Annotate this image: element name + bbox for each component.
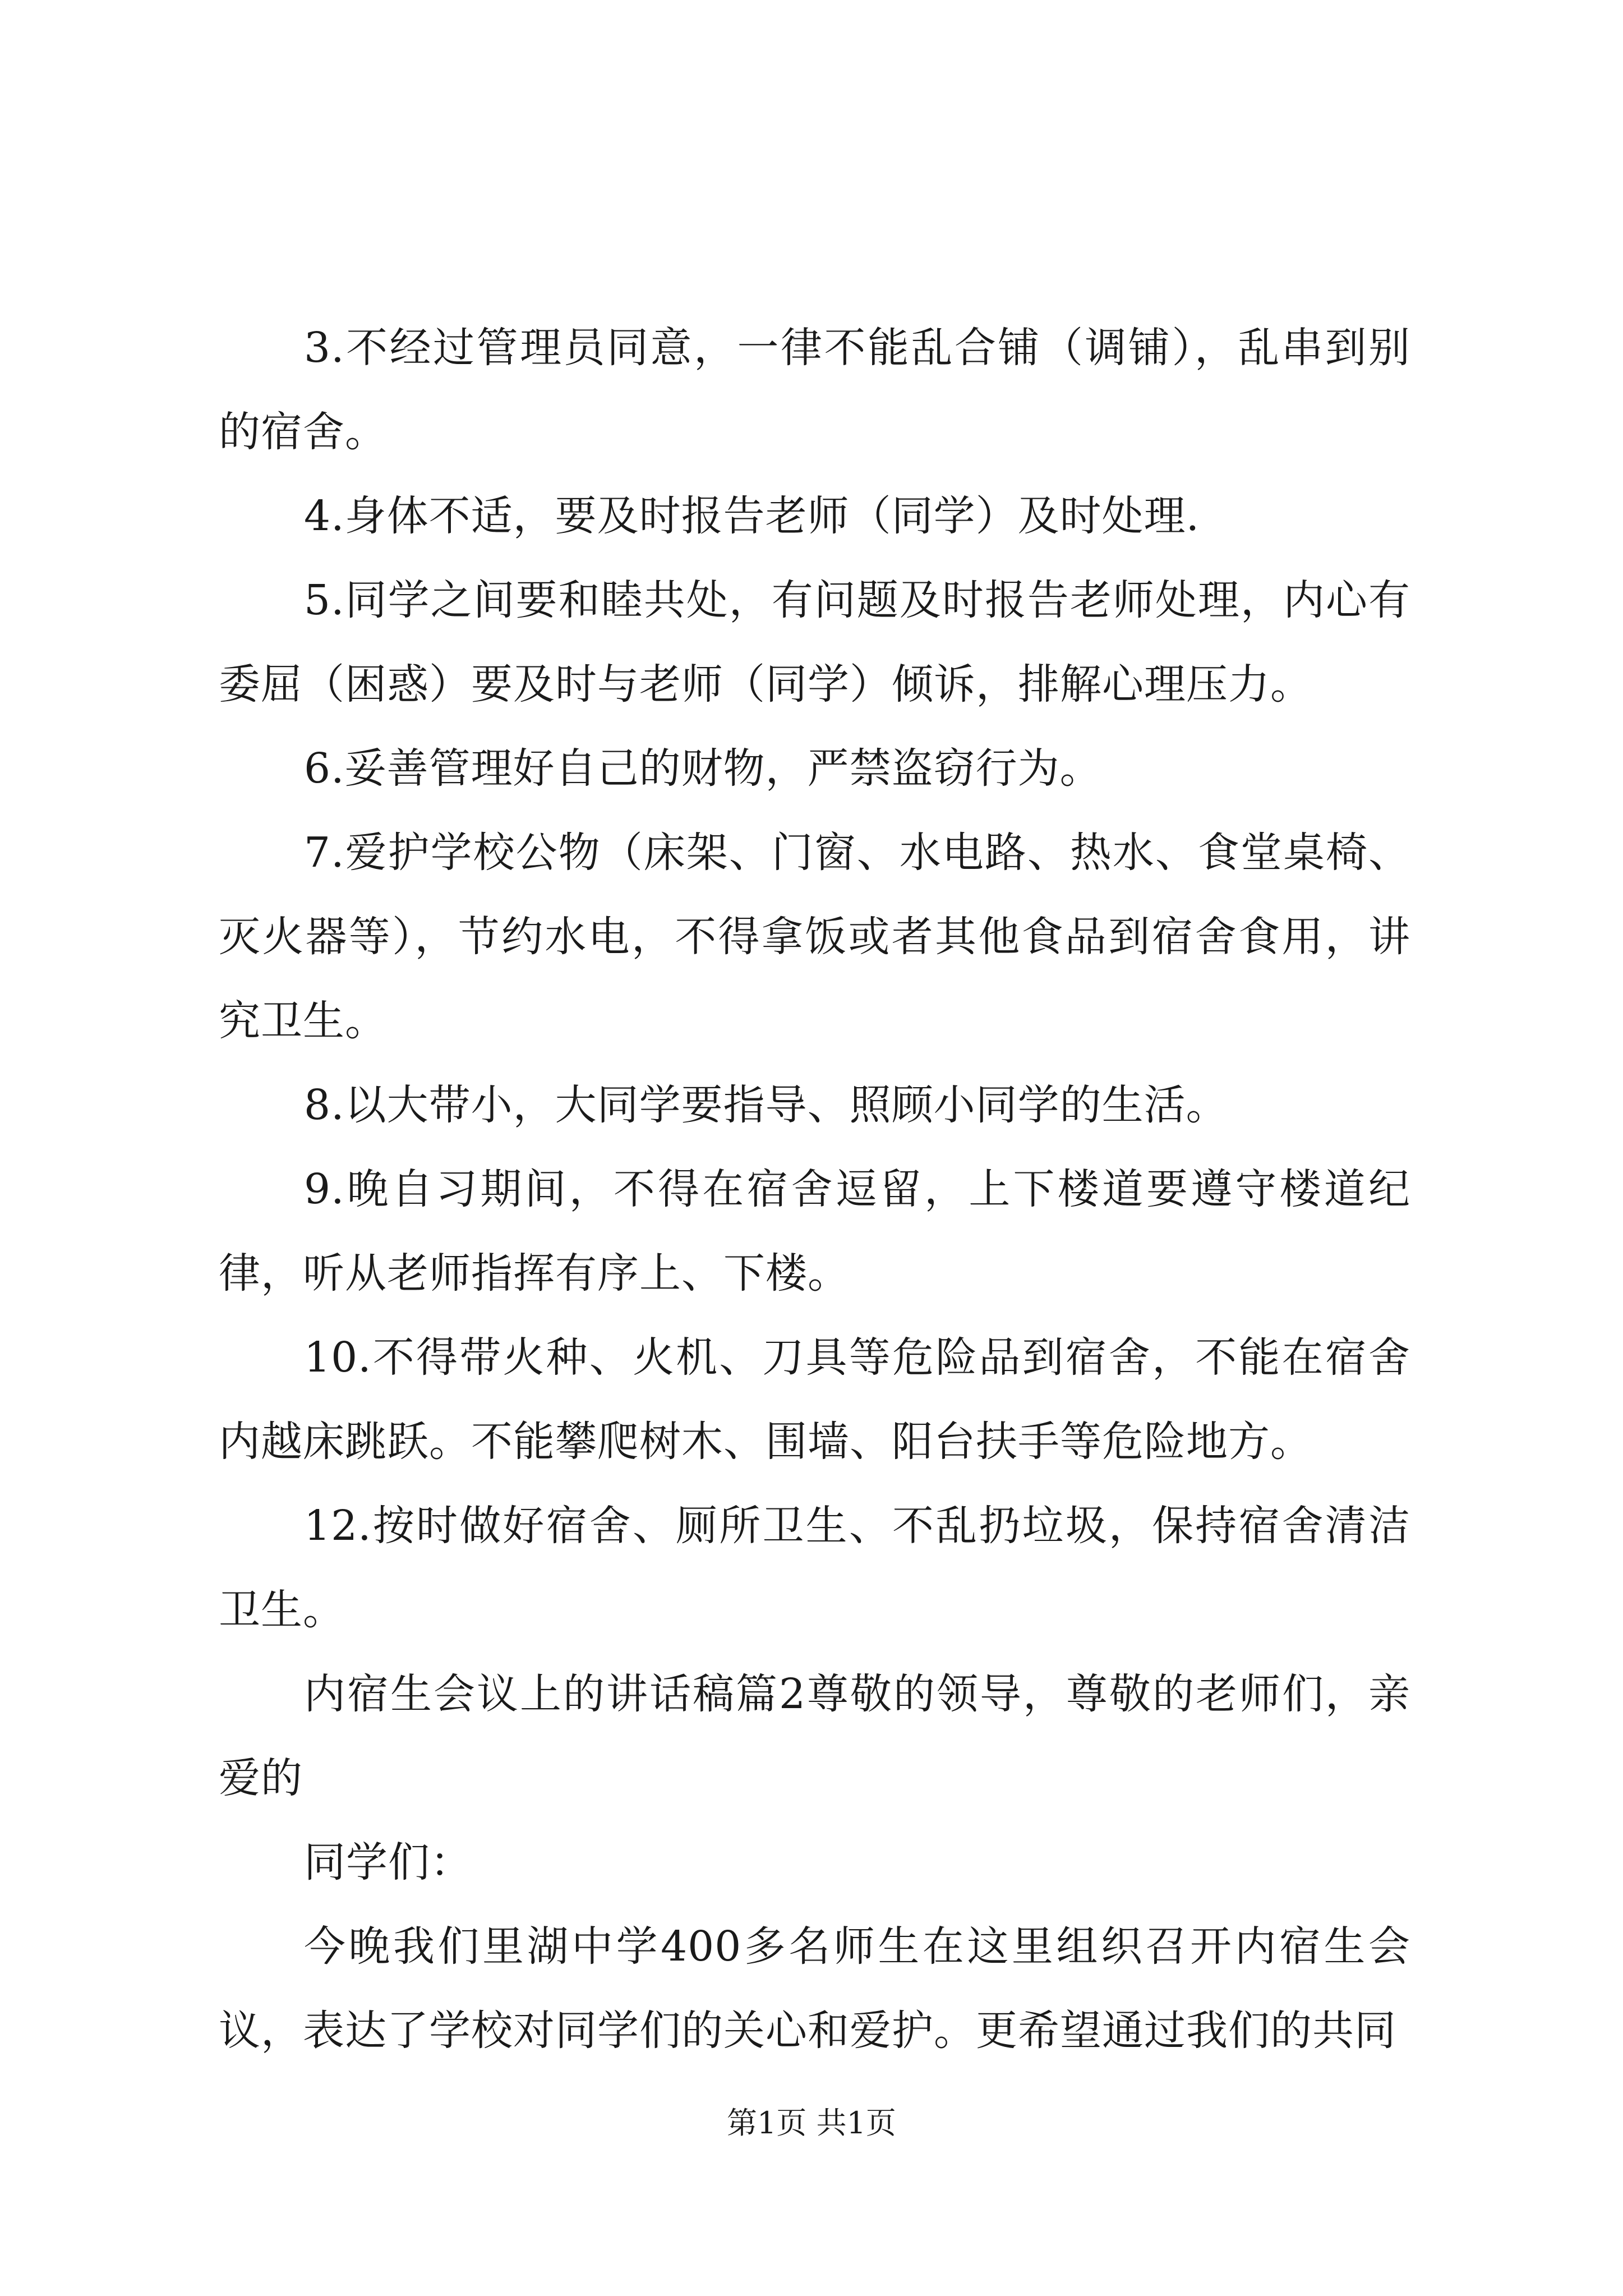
paragraph-rule-4: 4.身体不适，要及时报告老师（同学）及时处理. (304, 492, 1200, 540)
paragraph-rule-3: 3.不经过管理员同意，一律不能乱合铺（调铺），乱串到别的宿舍。 (219, 324, 1410, 456)
paragraph-rule-12: 12.按时做好宿舍、厕所卫生、不乱扔垃圾，保持宿舍清洁卫生。 (219, 1502, 1410, 1634)
page-footer: 第1页 共1页 (727, 2105, 896, 2141)
paragraph-speech-body: 今晚我们里湖中学400多名师生在这里组织召开内宿生会议，表达了学校对同学们的关心和爱护。更希望通过我们的共同 (219, 1922, 1410, 2055)
paragraph-rule-9: 9.晚自习期间，不得在宿舍逗留，上下楼道要遵守楼道纪律，听从老师指挥有序上、下楼。 (219, 1165, 1410, 1297)
paragraph-rule-5: 5.同学之间要和睦共处，有问题及时报告老师处理，内心有委屈（困惑）要及时与老师（同学）倾诉，排解心理压力。 (219, 576, 1410, 708)
document-body (219, 306, 1410, 2073)
paragraph-salutation: 同学们： (304, 1838, 472, 1887)
paragraph-speech-heading: 内宿生会议上的讲话稿篇2尊敬的领导，尊敬的老师们，亲爱的 (219, 1670, 1410, 1802)
paragraph-rule-8: 8.以大带小，大同学要指导、照顾小同学的生活。 (304, 1081, 1228, 1129)
paragraph-rule-10: 10.不得带火种、火机、刀具等危险品到宿舍，不能在宿舍内越床跳跃。不能攀爬树木、围墙、阳台扶手等危险地方。 (219, 1333, 1410, 1466)
paragraph-rule-6: 6.妥善管理好自己的财物，严禁盗窃行为。 (304, 744, 1102, 793)
paragraph-rule-7: 7.爱护学校公物（床架、门窗、水电路、热水、食堂桌椅、灭火器等），节约水电，不得拿饭或者其他食品到宿舍食用，讲究卫生。 (219, 829, 1410, 1045)
